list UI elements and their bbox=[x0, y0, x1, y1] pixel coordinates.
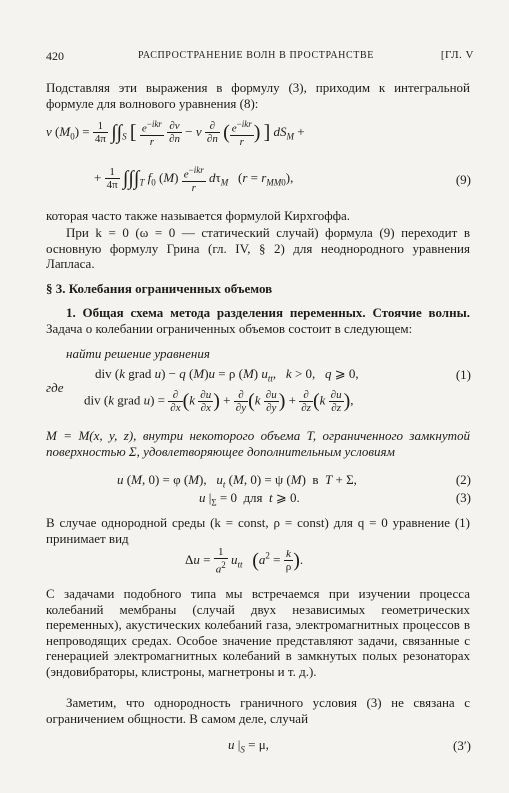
equation-div-expansion: div (k grad u) = $\frac{\partial}{\partial x}$ (k $\frac{\partial u}{\partial x}$ ) + $\frac{\partial}{\partial y}$ (k $\frac{\partial u}{\partial y}$ ) + $\frac{\partial}{\partial z}$ (k $\frac{\partial u}{\partial z}$ ), bbox=[84, 389, 354, 414]
paragraph-problem bbox=[46, 305, 470, 336]
paragraph-text: Подставляя эти выражения в формулу (3), приходим к интегральной формуле для волнового уравнения (8): bbox=[46, 80, 470, 111]
running-title: РАСПРОСТРАНЕНИЕ ВОЛН В ПРОСТРАНСТВЕ bbox=[138, 50, 374, 61]
section-title: § 3. Колебания ограниченных объемов bbox=[46, 281, 273, 296]
paragraph-domain bbox=[46, 428, 470, 459]
equation-3: u $|_\Sigma = 0$ для t ⩾ 0. bbox=[199, 490, 300, 508]
subsection-title: 1. Общая схема метода разделения переменных. Стоячие волны. bbox=[66, 305, 470, 320]
paragraph-kirchhoff-name bbox=[46, 208, 470, 224]
equation-number: (1) bbox=[455, 367, 471, 382]
equation-number: (9) bbox=[455, 172, 471, 187]
paragraph-text: которая часто также называется формулой Кирхгоффа. bbox=[46, 208, 351, 223]
equation-wave: Δu = $\frac{1}{a^2}$ $u_{tt}$ ($a^2$ = $\frac{k}{\rho}$ ). bbox=[185, 546, 304, 576]
chapter-label: [ГЛ. V bbox=[440, 49, 474, 61]
equation-kirchhoff-line1: v $(M_0)$ = $\frac{1}{4\pi}$ $\int\int_S$ [ $\frac{e^{-ikr}}{r}$ $\frac{\partial v}{\partial n}$ − v $\frac{\partial}{\partial n}$ ( $\frac{e^{-ikr}}{r}$ ) ] $dS_M$ + bbox=[46, 119, 305, 148]
equation-3-prime: u $|_S = \mu$, bbox=[228, 737, 269, 755]
equation-number: (3) bbox=[455, 490, 471, 505]
running-header bbox=[46, 49, 474, 65]
equation-kirchhoff-line2: + $\frac{1}{4\pi}$ $\int\int\int_T$ $f_0$ (M) $\frac{e^{-ikr}}{r}$ $d\tau_M$ $(r = r_{MM0})$, bbox=[94, 165, 294, 194]
paragraph-applications bbox=[46, 586, 470, 680]
italic-text: где bbox=[46, 380, 64, 395]
paragraph-boundary bbox=[46, 695, 470, 726]
equation-number: (2) bbox=[455, 472, 471, 487]
equation-2: u (M, 0) = φ (M), $u_t$ (M, 0) = ψ (M) в T + Σ, bbox=[117, 472, 357, 490]
paragraph-intro bbox=[46, 80, 470, 111]
paragraph-text: Заметим, что однородность граничного условия (3) не связана с ограничением общности. В самом деле, случай bbox=[46, 695, 470, 726]
paragraph-text: При k = 0 (ω = 0 — статический случай) формула (9) переходит в основную формулу Грина (гл. IV, § 2) для неоднородного уравнения Лапласа. bbox=[46, 225, 470, 272]
page-number: 420 bbox=[46, 49, 64, 63]
paragraph-text: Задача о колебании ограниченных объемов состоит в следующем: bbox=[46, 320, 413, 336]
paragraph-text: С задачами подобного типа мы встречаемся при изучении процесса колебаний мембраны (случай двух независимых геометрических переменных), акустических колебаний газа, электромагнитных процессов в непроводящих средах. Особое значение представляют задачи, связанные с генерацией электромагнитных колебаний в замкнутых полых резонаторах (эндовибраторы, клистроны, магнетроны и т. д.). bbox=[46, 586, 470, 679]
equation-number: (3′) bbox=[452, 738, 471, 753]
section-heading bbox=[46, 281, 470, 297]
paragraph-static-case bbox=[46, 225, 470, 272]
equation-1: div (k grad u) − q (M)u = ρ (M) $u_{tt}$, k > 0, q ⩾ 0, bbox=[95, 366, 359, 384]
paragraph-homogeneous bbox=[46, 515, 470, 546]
paragraph-text: M = M(x, y, z), внутри некоторого объема T, ограниченного замкнутой поверхностью Σ, удовлетворяющее дополнительным условиям bbox=[46, 428, 470, 459]
paragraph-text: В случае однородной среды (k = const, ρ = const) для q = 0 уравнение (1) принимает вид bbox=[46, 515, 470, 546]
label-find-solution bbox=[46, 346, 470, 362]
italic-text: найти решение уравнения bbox=[66, 346, 210, 361]
